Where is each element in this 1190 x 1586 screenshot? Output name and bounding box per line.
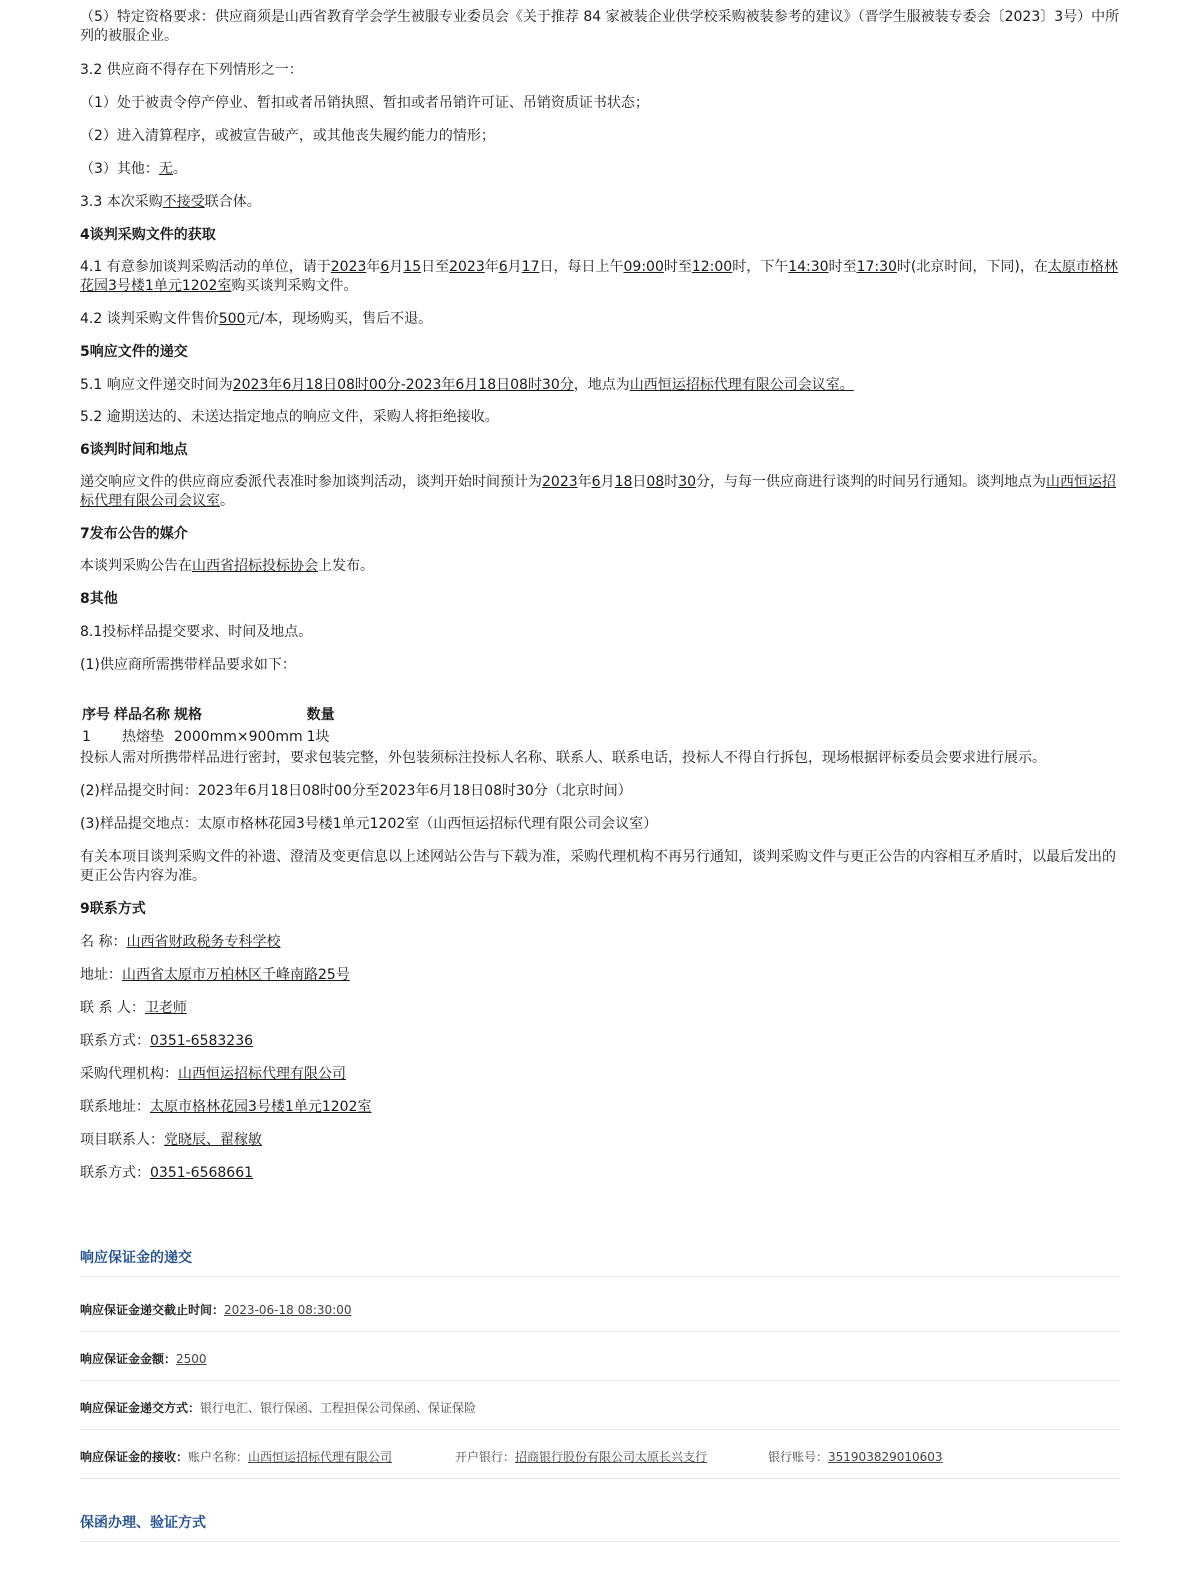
deposit-section-title: 响应保证金的递交 [80,1250,192,1266]
guarantee-section-title: 保函办理、验证方式 [80,1515,206,1531]
section-4-1: 4.1 有意参加谈判采购活动的单位，请于2023年6月15日至2023年6月17日，每日上午09:00时至12:00时，下午14:30时至17:30时(北京时间，下同)，在太原市格林花园3号楼1单元1202室购买谈判采购文件。 [80,259,1118,294]
deposit-deadline-row [80,1301,351,1318]
section-9-heading: 9联系方式 [80,901,146,917]
contact-item: 联系地址：太原市格林花园3号楼1单元1202室 [80,1099,372,1115]
table-row [82,726,339,748]
section-5-heading: 5响应文件的递交 [80,344,188,360]
sample-submit-time: (2)样品提交时间：2023年6月18日08时00分至2023年6月18日08时30分（北京时间） [80,783,632,799]
correction-note: 有关本项目谈判采购文件的补遗、澄清及变更信息以上述网站公告与下载为准，采购代理机构不再另行通知，谈判采购文件与更正公告的内容相互矛盾时，以最后发出的更正公告内容为准。 [80,849,1116,884]
deposit-amount-row [80,1350,207,1367]
divider [80,1429,1120,1430]
cell-index: 1 [82,729,91,745]
contact-item: 联系方式：0351-6568661 [80,1165,254,1181]
divider [80,1276,1120,1277]
sample-table-header [82,704,339,726]
bank-label: 开户银行： [455,1450,516,1464]
section-3-2-item-3: （3）其他：无。 [80,161,187,177]
section-4-heading: 4谈判采购文件的获取 [80,227,216,243]
deposit-amount-label: 响应保证金金额： [80,1352,177,1366]
bank-value: 招商银行股份有限公司太原长兴支行 [515,1450,708,1464]
deposit-method-value: 银行电汇、银行保函、工程担保公司保函、保证保险 [200,1401,477,1415]
col-spec: 规格 [174,707,202,723]
deposit-deadline-value: 2023-06-18 08:30:00 [224,1303,352,1317]
contact-item: 联 系 人：卫老师 [80,1000,187,1016]
section-8-heading: 8其他 [80,591,118,607]
deposit-receive-label: 响应保证金的接收： [80,1450,189,1464]
contact-item: 项目联系人：党晓辰、翟稼敏 [80,1132,262,1148]
cell-qty: 1块 [306,729,330,745]
contact-item: 名 称：山西省财政税务专科学校 [80,934,281,950]
account-number-value: 351903829010603 [828,1450,943,1464]
account-number-row [768,1448,943,1465]
qualification-5: （5）特定资格要求：供应商须是山西省教育学会学生被服专业委员会《关于推荐 84 家被装企业供学校采购被装参考的建议》（晋学生服被装专委会〔2023〕3号）中所列的被服企业。 [80,9,1120,44]
section-7-heading: 7发布公告的媒介 [80,526,188,542]
section-3-2-item-1: （1）处于被责令停产停业、暂扣或者吊销执照、暂扣或者吊销许可证、吊销资质证书状态； [80,95,649,111]
section-3-3: 3.3 本次采购不接受联合体。 [80,194,261,210]
deposit-method-row [80,1399,476,1416]
section-7-text: 本谈判采购公告在山西省招标投标协会上发布。 [80,558,374,574]
divider [80,1331,1120,1332]
contact-item: 采购代理机构：山西恒运招标代理有限公司 [80,1066,346,1082]
deposit-receive-row [80,1448,392,1465]
divider [80,1478,1120,1479]
contact-item: 地址：山西省太原市万柏林区千峰南路25号 [80,967,350,983]
section-4-2: 4.2 谈判采购文件售价500元/本，现场购买，售后不退。 [80,311,433,327]
sample-submit-place: (3)样品提交地点：太原市格林花园3号楼1单元1202室（山西恒运招标代理有限公司会议室） [80,816,658,832]
account-number-label: 银行账号： [768,1450,829,1464]
cell-spec: 2000mm×900mm [174,729,303,745]
section-3-2-item-2: （2）进入清算程序，或被宣告破产，或其他丧失履约能力的情形； [80,128,495,144]
section-8-1-sample-req: (1)供应商所需携带样品要求如下： [80,657,296,673]
section-3-2: 3.2 供应商不得存在下列情形之一： [80,62,303,78]
section-8-1: 8.1投标样品提交要求、时间及地点。 [80,624,313,640]
cell-name: 热熔垫 [122,729,164,745]
col-name: 样品名称 [114,707,170,723]
contact-item: 联系方式：0351-6583236 [80,1033,254,1049]
deposit-method-label: 响应保证金递交方式： [80,1401,201,1415]
col-index: 序号 [82,707,110,723]
section-6-text: 递交响应文件的供应商应委派代表准时参加谈判活动，谈判开始时间预计为2023年6月18日08时30分，与每一供应商进行谈判的时间另行通知。谈判地点为山西恒运招标代理有限公司会议室。 [80,474,1117,509]
account-name-label: 账户名称： [188,1450,249,1464]
section-5-1: 5.1 响应文件递交时间为2023年6月18日08时00分-2023年6月18日08时30分，地点为山西恒运招标代理有限公司会议室。 [80,377,854,393]
account-name-value: 山西恒运招标代理有限公司 [248,1450,393,1464]
divider [80,1541,1120,1542]
sample-table [82,704,339,748]
divider [80,1380,1120,1381]
section-6-heading: 6谈判时间和地点 [80,442,188,458]
section-5-2: 5.2 逾期送达的、未送达指定地点的响应文件，采购人将拒绝接收。 [80,409,499,425]
bank-row [455,1448,707,1465]
deposit-amount-value: 2500 [176,1352,207,1366]
sample-seal-note: 投标人需对所携带样品进行密封，要求包装完整，外包装须标注投标人名称、联系人、联系电话，投标人不得自行拆包，现场根据评标委员会要求进行展示。 [80,750,1046,766]
col-qty: 数量 [306,707,335,723]
deposit-deadline-label: 响应保证金递交截止时间： [80,1303,225,1317]
